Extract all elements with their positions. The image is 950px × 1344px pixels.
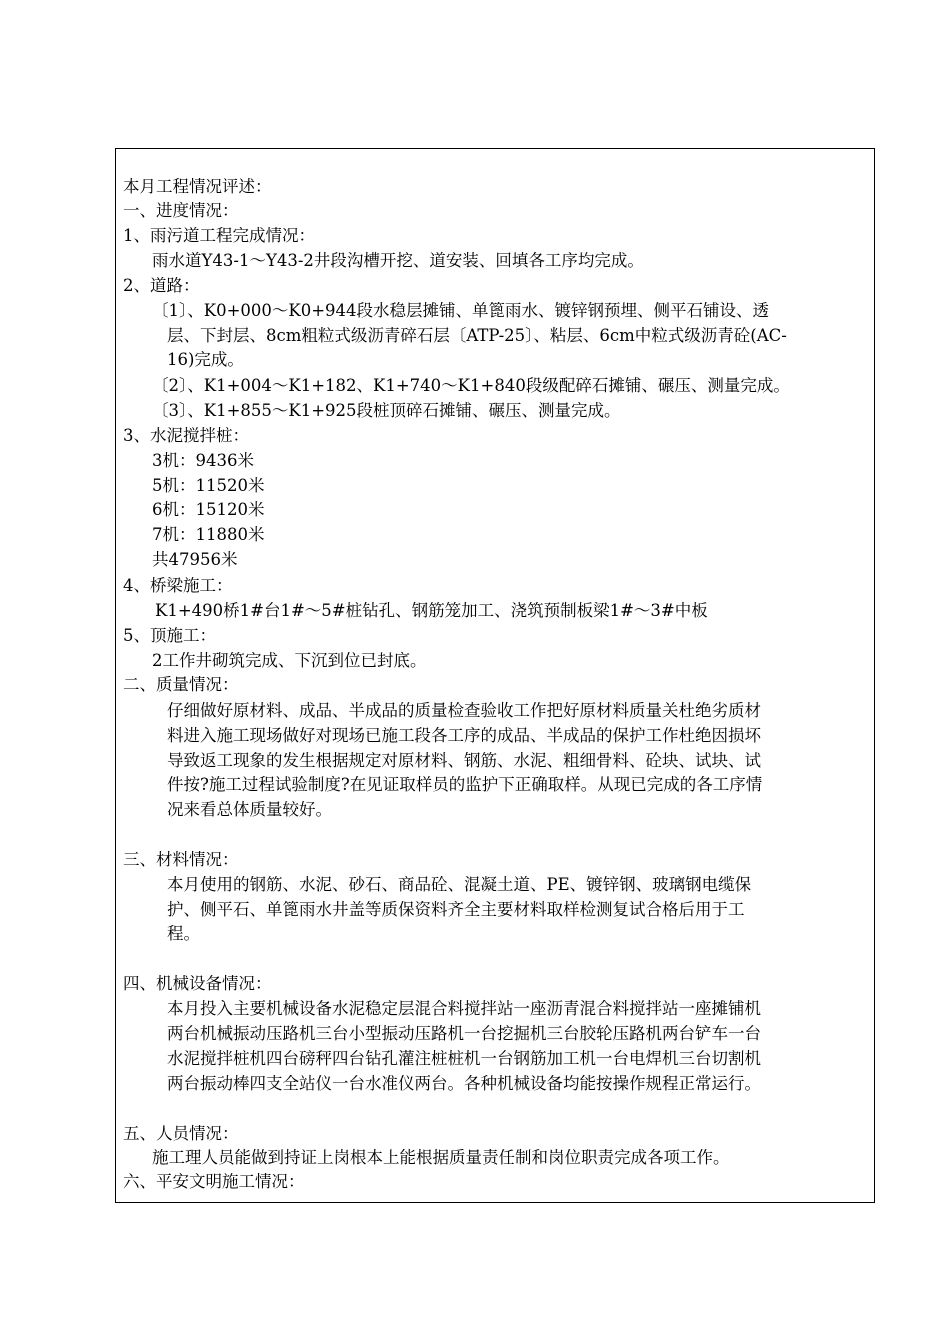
section-quality-title: 二、质量情况： bbox=[123, 675, 239, 694]
section-progress-title: 一、进度情况： bbox=[123, 201, 239, 220]
equipment-line-2: 两台机械振动压路机三台小型振动压路机一台挖掘机三台胶轮压路机两台铲车一台 bbox=[167, 1024, 761, 1043]
material-line-3: 程。 bbox=[167, 924, 200, 943]
equipment-line-4: 两台振动棒四支全站仪一台水准仪两台。各种机械设备均能按操作规程正常运行。 bbox=[167, 1074, 761, 1093]
item-jacking-title: 5、顶施工： bbox=[123, 626, 216, 645]
quality-line-3: 导致返工现象的发生根据规定对原材料、钢筋、水泥、粗细骨料、砼块、试块、试 bbox=[167, 751, 761, 770]
item-pile-machine-5: 5机：11520米 bbox=[152, 476, 265, 495]
section-equipment-title: 四、机械设备情况： bbox=[123, 974, 272, 993]
item-road-p2: 〔2〕、K1+004～K1+182、K1+740～K1+840段级配碎石摊铺、碾压、测量完成。 bbox=[152, 376, 790, 395]
item-drainage-text: 雨水道Y43-1～Y43-2井段沟槽开挖、道安装、回填各工序均完成。 bbox=[152, 251, 644, 270]
item-jacking-text: 2工作井砌筑完成、下沉到位已封底。 bbox=[152, 651, 427, 670]
quality-line-5: 况来看总体质量较好。 bbox=[167, 800, 332, 819]
item-pile-title: 3、水泥搅拌桩： bbox=[123, 426, 249, 445]
item-road-p3: 〔3〕、K1+855～K1+925段桩顶碎石摊铺、碾压、测量完成。 bbox=[152, 401, 621, 420]
quality-line-4: 件按?施工过程试验制度?在见证取样员的监护下正确取样。从现已完成的各工序情 bbox=[167, 775, 763, 794]
section-safety-title: 六、平安文明施工情况： bbox=[123, 1172, 305, 1191]
item-pile-machine-6: 6机：15120米 bbox=[152, 500, 265, 519]
item-road-p1-line2: 层、下封层、8cm粗粒式级沥青碎石层〔ATP-25〕、粘层、6cm中粒式级沥青砼(AC- bbox=[167, 326, 787, 345]
section-personnel-title: 五、人员情况： bbox=[123, 1124, 239, 1143]
quality-line-1: 仔细做好原材料、成品、半成品的质量检查验收工作把好原材料质量关杜绝劣质材 bbox=[167, 701, 761, 720]
item-road-p1-line3: 16)完成。 bbox=[167, 350, 244, 369]
equipment-line-3: 水泥搅拌桩机四台磅秤四台钻孔灌注桩桩机一台钢筋加工机一台电焊机三台切割机 bbox=[167, 1049, 761, 1068]
quality-line-2: 料进入施工现场做好对现场已施工段各工序的成品、半成品的保护工作杜绝因损坏 bbox=[167, 726, 761, 745]
material-line-2: 护、侧平石、单篦雨水井盖等质保资料齐全主要材料取样检测复试合格后用于工 bbox=[167, 900, 745, 919]
report-heading: 本月工程情况评述： bbox=[123, 177, 272, 196]
item-pile-machine-3: 3机：9436米 bbox=[152, 451, 254, 470]
equipment-line-1: 本月投入主要机械设备水泥稳定层混合料搅拌站一座沥青混合料搅拌站一座摊铺机 bbox=[167, 999, 761, 1018]
item-road-title: 2、道路： bbox=[123, 276, 200, 295]
item-pile-total: 共47956米 bbox=[152, 550, 238, 569]
item-bridge-text: K1+490桥1#台1#～5#桩钻孔、钢筋笼加工、浇筑预制板梁1#～3#中板 bbox=[155, 601, 708, 620]
item-bridge-title: 4、桥梁施工： bbox=[123, 576, 233, 595]
material-line-1: 本月使用的钢筋、水泥、砂石、商品砼、混凝土道、PE、镀锌钢、玻璃钢电缆保 bbox=[167, 875, 752, 894]
item-road-p1-line1: 〔1〕、K0+000～K0+944段水稳层摊铺、单篦雨水、镀锌钢预埋、侧平石铺设、透 bbox=[152, 301, 770, 320]
item-pile-machine-7: 7机：11880米 bbox=[152, 525, 265, 544]
personnel-line-1: 施工理人员能做到持证上岗根本上能根据质量责任制和岗位职责完成各项工作。 bbox=[152, 1148, 730, 1167]
item-drainage-title: 1、雨污道工程完成情况： bbox=[123, 226, 315, 245]
section-material-title: 三、材料情况： bbox=[123, 850, 239, 869]
